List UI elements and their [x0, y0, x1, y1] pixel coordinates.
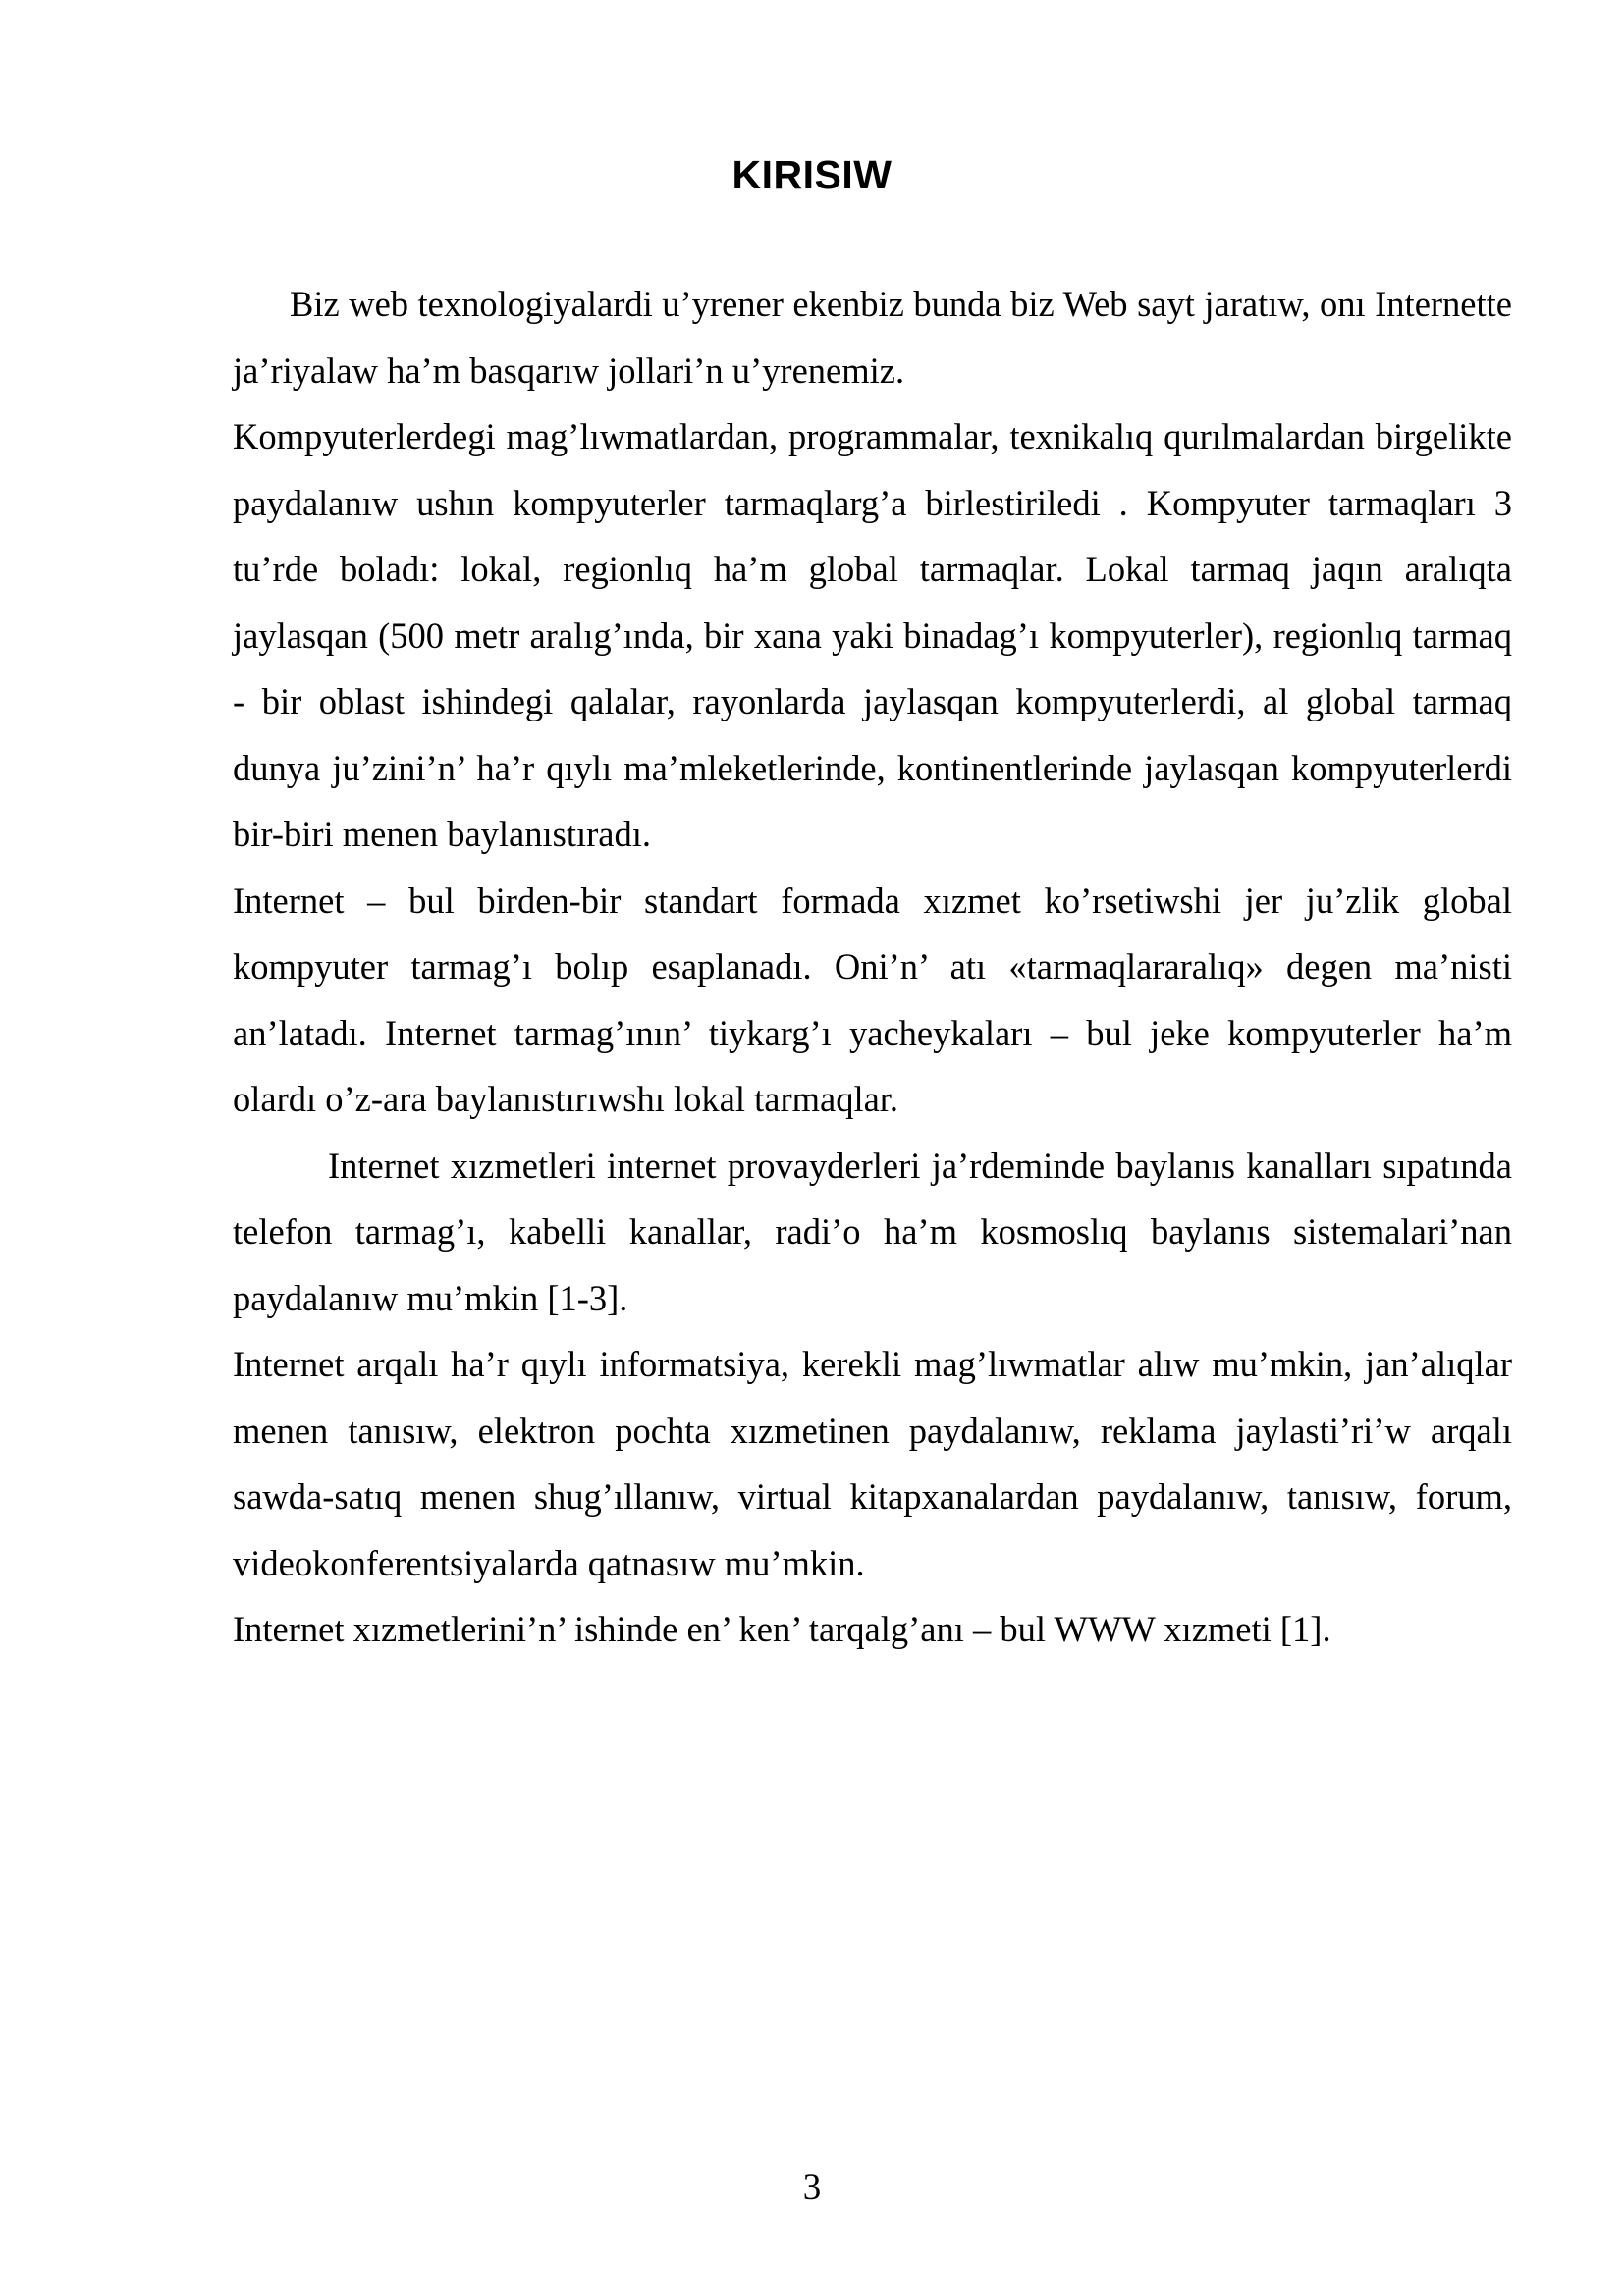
paragraph-internet-services: Internet xızmetleri internet provayderleri ja’rdeminde baylanıs kanalları sıpatında telefon tarmag’ı, kabelli kanallar, radi’o ha’m kosmoslıq baylanıs sistemalari’nan paydalanıw mu’mkin [1-3]. [233, 1145, 1512, 1318]
section-title: KIRISIW [731, 152, 893, 197]
page-number: 3 [802, 2167, 822, 2208]
paragraph-internet-definition: Internet – bul birden-bir standart formada xızmet ko’rsetiwshi jer ju’zlik global kompyuter tarmag’ı bolıp esaplanadı. Oni’n’ atı «tarmaqlararalıq» degen ma’nisti an’latadı. Internet tarmag’ının’ tiykarg’ı yacheykaları – bul jeke kompyuterler ha’m olardı o’z-ara baylanıstırıwshı lokal tarmaqlar. [233, 880, 1512, 1119]
paragraph-introduction: Biz web texnologiyalardi u’yrener ekenbiz bunda biz Web sayt jaratıw, onı Internette ja’riyalaw ha’m basqarıw jollari’n u’yrenemiz. [233, 284, 1512, 391]
paragraph-www-service: Internet xızmetlerini’n’ ishinde en’ ken’ tarqalg’anı – bul WWW xızmeti [1]. [233, 1609, 1331, 1649]
paragraph-internet-uses: Internet arqalı ha’r qıylı informatsiya, kerekli mag’lıwmatlar alıw mu’mkin, jan’alıqlar menen tanısıw, elektron pochta xızmetinen paydalanıw, reklama jaylasti’ri’w arqalı sawda-satıq menen shug’ıllanıw, virtual kitapxanalardan paydalanıw, tanısıw, forum, videokonferentsiyalarda qatnasıw mu’mkin. [233, 1344, 1512, 1583]
document-body [233, 271, 1512, 1663]
paragraph-computer-networks: Kompyuterlerdegi mag’lıwmatlardan, programmalar, texnikalıq qurılmalardan birgelikte paydalanıw ushın kompyuterler tarmaqlarg’a birlestiriledi . Kompyuter tarmaqları 3 tu’rde boladı: lokal, regionlıq ha’m global tarmaqlar. Lokal tarmaq jaqın aralıqta jaylasqan (500 metr aralıg’ında, bir xana yaki binadag’ı kompyuterler), regionlıq tarmaq - bir oblast ishindegi qalalar, rayonlarda jaylasqan kompyuterlerdi, al global tarmaq dunya ju’zini’n’ ha’r qıylı ma’mleketlerinde, kontinentlerinde jaylasqan kompyuterlerdi bir-biri menen baylanıstıradı. [233, 416, 1512, 854]
